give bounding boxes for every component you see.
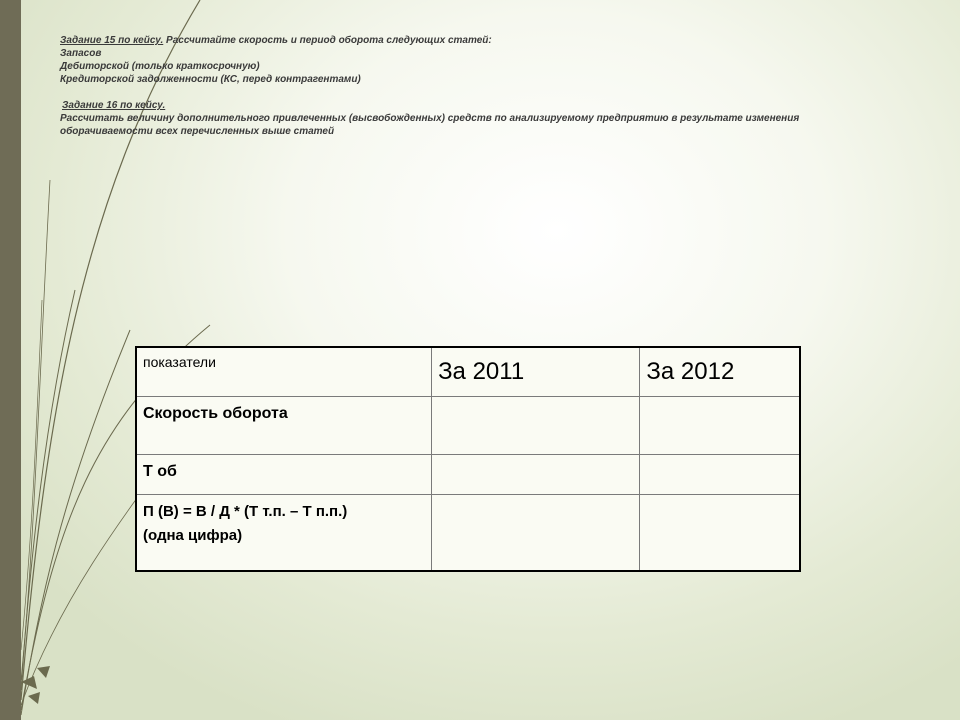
row-label-turnover-speed: Скорость оборота xyxy=(143,405,288,422)
header-cell-indicators xyxy=(136,347,432,397)
row-label-formula: П (В) = В / Д * (Т т.п. – Т п.п.) xyxy=(143,503,348,520)
task15-item-receivables: Дебиторской (только краткосрочную) xyxy=(60,61,260,72)
value-cell-2011 xyxy=(432,495,640,571)
left-accent-bar xyxy=(0,0,21,720)
task15-heading-line xyxy=(60,34,920,47)
table-row xyxy=(136,455,800,495)
indicators-table xyxy=(135,346,801,572)
header-label-2011: За 2011 xyxy=(438,358,525,385)
value-cell-2012 xyxy=(640,495,800,571)
task15-item-inventory: Запасов xyxy=(60,48,102,59)
task15-description: Рассчитайте скорость и период оборота следующих статей: xyxy=(166,35,492,46)
value-cell-2011 xyxy=(432,455,640,495)
table-row xyxy=(136,495,800,571)
row-label-formula-note: (одна цифра) xyxy=(143,527,243,544)
header-label-2012: За 2012 xyxy=(646,358,735,385)
row-label-cell xyxy=(136,397,432,455)
task16-heading: Задание 16 по кейсу. xyxy=(62,100,166,111)
value-cell-2012 xyxy=(640,455,800,495)
triangle-leaf-3 xyxy=(28,692,40,704)
table-header-row xyxy=(136,347,800,397)
triangle-leaf-2 xyxy=(37,666,50,678)
task15-heading: Задание 15 по кейсу. xyxy=(60,35,164,46)
task15-item-payables: Кредиторской задолженности (КС, перед контрагентами) xyxy=(60,74,361,85)
value-cell-2012 xyxy=(640,397,800,455)
row-label-turnover-period: Т об xyxy=(143,463,177,480)
task-instructions xyxy=(60,34,920,138)
row-label-cell xyxy=(136,495,432,571)
header-cell-2011 xyxy=(432,347,640,397)
header-cell-2012 xyxy=(640,347,800,397)
row-label-cell xyxy=(136,455,432,495)
value-cell-2011 xyxy=(432,397,640,455)
task16-line-2: оборачиваемости всех перечисленных выше статей xyxy=(60,126,335,137)
table-row xyxy=(136,397,800,455)
triangle-leaf-1 xyxy=(21,676,37,689)
header-label-indicators: показатели xyxy=(143,354,216,370)
task16-line-1: Рассчитать величину дополнительного привлеченных (высвобожденных) средств по анализируемому предприятию в результате изменения xyxy=(60,113,800,124)
task16-heading-line xyxy=(60,99,920,112)
